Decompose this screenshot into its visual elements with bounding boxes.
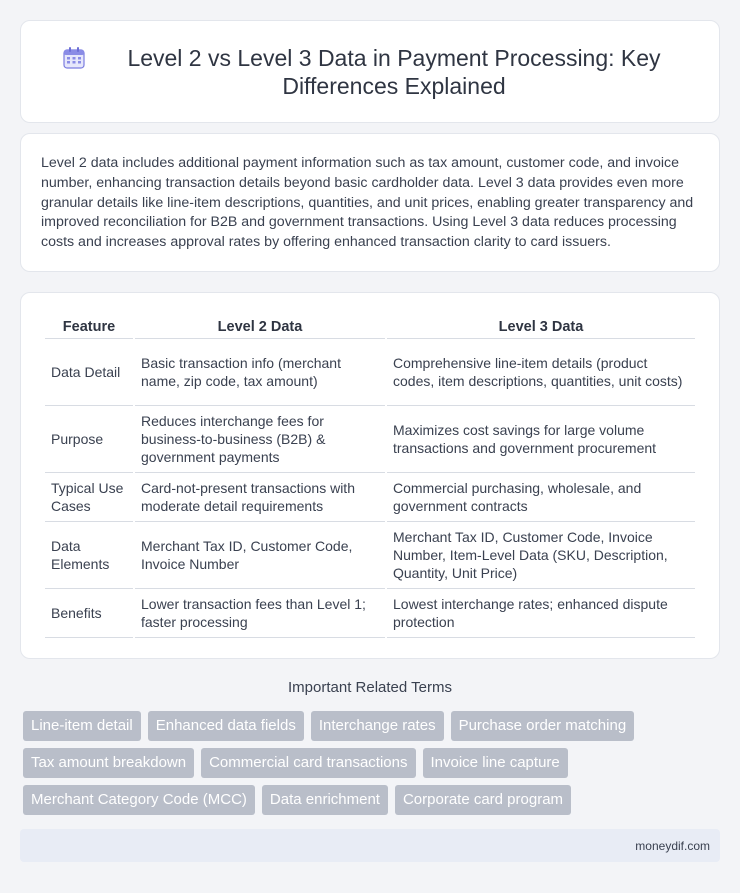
header-level-3: Level 3 Data	[387, 313, 695, 339]
row-level-2: Basic transaction info (merchant name, zip code, tax amount)	[135, 339, 385, 406]
footer	[20, 829, 720, 862]
row-feature: Typical Use Cases	[45, 473, 133, 522]
row-feature: Data Detail	[45, 339, 133, 406]
row-feature: Purpose	[45, 406, 133, 473]
title-card	[20, 20, 720, 123]
related-term-tag[interactable]: Purchase order matching	[451, 711, 635, 741]
related-term-tag[interactable]: Invoice line capture	[423, 748, 568, 778]
calendar-icon	[61, 45, 87, 71]
related-terms-title: Important Related Terms	[288, 679, 452, 696]
table-row	[45, 339, 695, 406]
row-level-3: Lowest interchange rates; enhanced dispute protection	[387, 589, 695, 638]
header-feature: Feature	[45, 313, 133, 339]
comparison-table-card	[20, 292, 720, 659]
table-header-row	[45, 313, 695, 339]
summary-text: Level 2 data includes additional payment information such as tax amount, customer code, and invoice number, enhancing transaction details beyond basic cardholder data. Level 3 data provides even more granular details like line-item descriptions, quantities, and unit prices, enabling greater transparency and improved reconciliation for B2B and government transactions. Using Level 3 data reduces processing costs and increases approval rates by offering enhanced transaction clarity to card issuers.	[41, 155, 694, 251]
footer-site-link[interactable]: moneydif.com	[635, 838, 710, 853]
row-level-3: Commercial purchasing, wholesale, and government contracts	[387, 473, 695, 522]
related-terms-list	[23, 711, 713, 815]
related-term-tag[interactable]: Line-item detail	[23, 711, 141, 741]
related-term-tag[interactable]: Enhanced data fields	[148, 711, 304, 741]
page-title: Level 2 vs Level 3 Data in Payment Processing: Key Differences Explained	[127, 44, 661, 99]
header-level-2: Level 2 Data	[135, 313, 385, 339]
row-level-2: Card-not-present transactions with moderate detail requirements	[135, 473, 385, 522]
related-term-tag[interactable]: Merchant Category Code (MCC)	[23, 785, 255, 815]
row-feature: Benefits	[45, 589, 133, 638]
related-term-tag[interactable]: Tax amount breakdown	[23, 748, 194, 778]
related-term-tag[interactable]: Interchange rates	[311, 711, 444, 741]
row-feature: Data Elements	[45, 522, 133, 589]
row-level-2: Merchant Tax ID, Customer Code, Invoice Number	[135, 522, 385, 589]
comparison-table	[43, 313, 697, 638]
row-level-2: Lower transaction fees than Level 1; faster processing	[135, 589, 385, 638]
row-level-3: Comprehensive line-item details (product codes, item descriptions, quantities, unit costs)	[387, 339, 695, 406]
related-term-tag[interactable]: Commercial card transactions	[201, 748, 415, 778]
row-level-3: Merchant Tax ID, Customer Code, Invoice Number, Item-Level Data (SKU, Description, Quantity, Unit Price)	[387, 522, 695, 589]
table-row	[45, 406, 695, 473]
related-term-tag[interactable]: Corporate card program	[395, 785, 571, 815]
table-row	[45, 522, 695, 589]
related-term-tag[interactable]: Data enrichment	[262, 785, 388, 815]
row-level-2: Reduces interchange fees for business-to-business (B2B) & government payments	[135, 406, 385, 473]
summary-card	[20, 133, 720, 272]
table-row	[45, 473, 695, 522]
row-level-3: Maximizes cost savings for large volume transactions and government procurement	[387, 406, 695, 473]
table-row	[45, 589, 695, 638]
